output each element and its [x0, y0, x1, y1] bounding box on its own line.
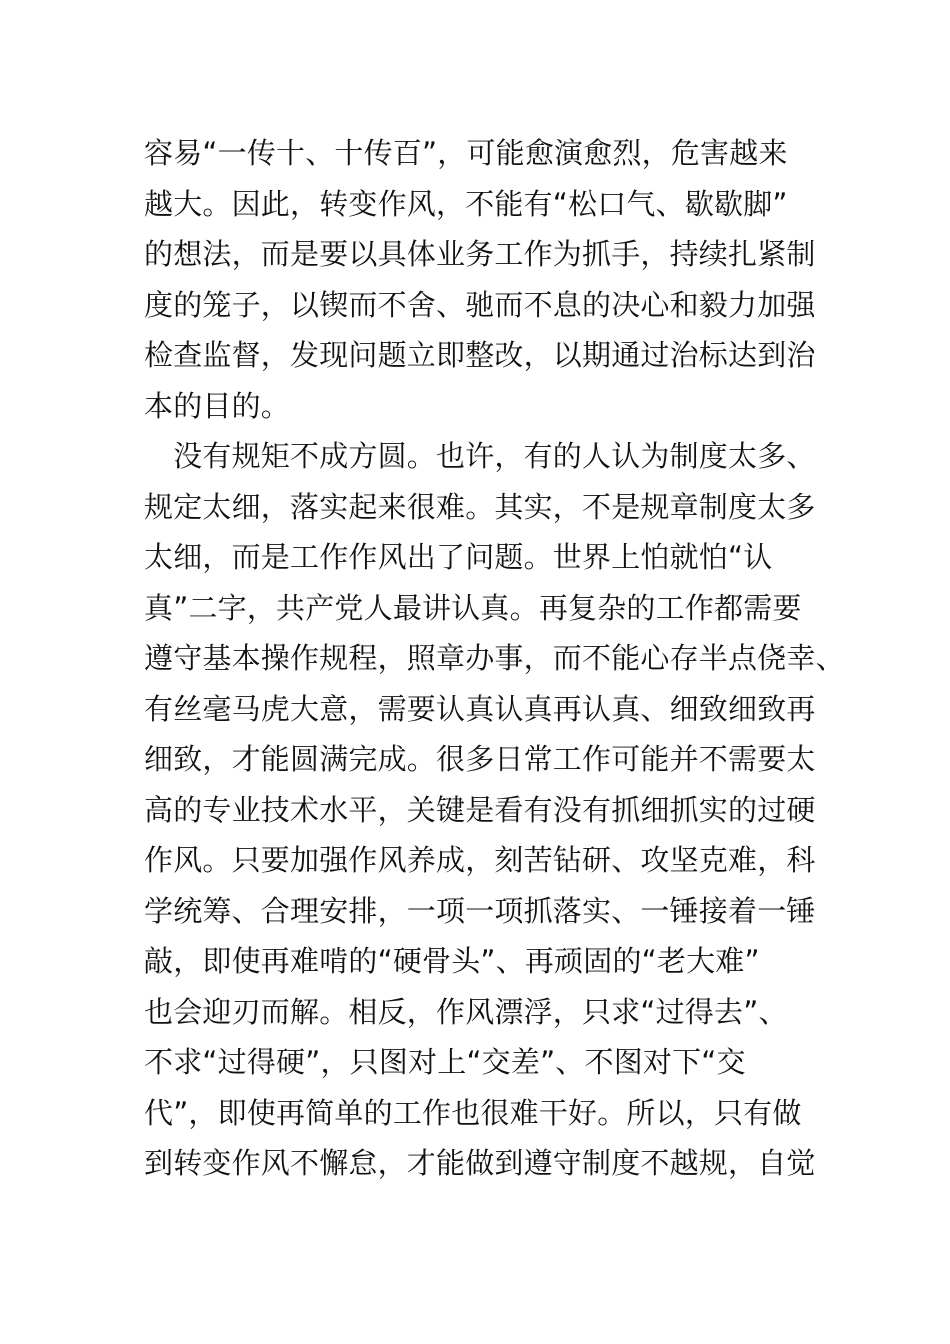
paragraph-line: 细致，才能圆满完成。很多日常工作可能并不需要太 [144, 742, 816, 776]
document-body [144, 128, 845, 1189]
paragraph-line: 敲，即使再难啃的“硬骨头”、再顽固的“老大难” [144, 944, 760, 978]
paragraph-2 [144, 431, 845, 1189]
paragraph-line: 的想法，而是要以具体业务工作为抓手，持续扎紧制 [144, 237, 816, 271]
paragraph-line: 遵守基本操作规程，照章办事，而不能心存半点侥幸、 [144, 641, 845, 675]
paragraph-line: 作风。只要加强作风养成，刻苦钻研、攻坚克难，科 [144, 843, 816, 877]
paragraph-line: 高的专业技术水平，关键是看有没有抓细抓实的过硬 [144, 792, 816, 827]
paragraph-line: 也会迎刃而解。相反，作风漂浮，只求“过得去”、 [144, 994, 788, 1029]
paragraph-line: 容易“一传十、十传百”，可能愈演愈烈，危害越来 [144, 136, 788, 170]
paragraph-line: 检查监督，发现问题立即整改，以期通过治标达到治 [144, 338, 816, 372]
paragraph-1 [144, 128, 824, 431]
paragraph-line: 代”，即使再简单的工作也很难干好。所以，只有做 [144, 1095, 802, 1130]
paragraph-line: 度的笼子，以锲而不舍、驰而不息的决心和毅力加强 [144, 287, 816, 322]
paragraph-line: 本的目的。 [144, 388, 291, 423]
paragraph-line: 越大。因此，转变作风，不能有“松口气、歇歇脚” [144, 186, 788, 221]
paragraph-line: 学统筹、合理安排，一项一项抓落实、一锤接着一锤 [144, 893, 816, 928]
paragraph-line: 到转变作风不懈怠，才能做到遵守制度不越规，自觉 [144, 1146, 816, 1180]
paragraph-line: 没有规矩不成方圆。也许，有的人认为制度太多、 [144, 439, 816, 473]
paragraph-line: 真”二字，共产党人最讲认真。再复杂的工作都需要 [144, 590, 802, 625]
paragraph-line: 有丝毫马虎大意，需要认真认真再认真、细致细致再 [144, 691, 816, 726]
paragraph-line: 太细，而是工作作风出了问题。世界上怕就怕“认 [144, 540, 773, 574]
paragraph-line: 不求“过得硬”，只图对上“交差”、不图对下“交 [144, 1045, 746, 1079]
paragraph-line: 规定太细，落实起来很难。其实，不是规章制度太多 [144, 489, 816, 524]
